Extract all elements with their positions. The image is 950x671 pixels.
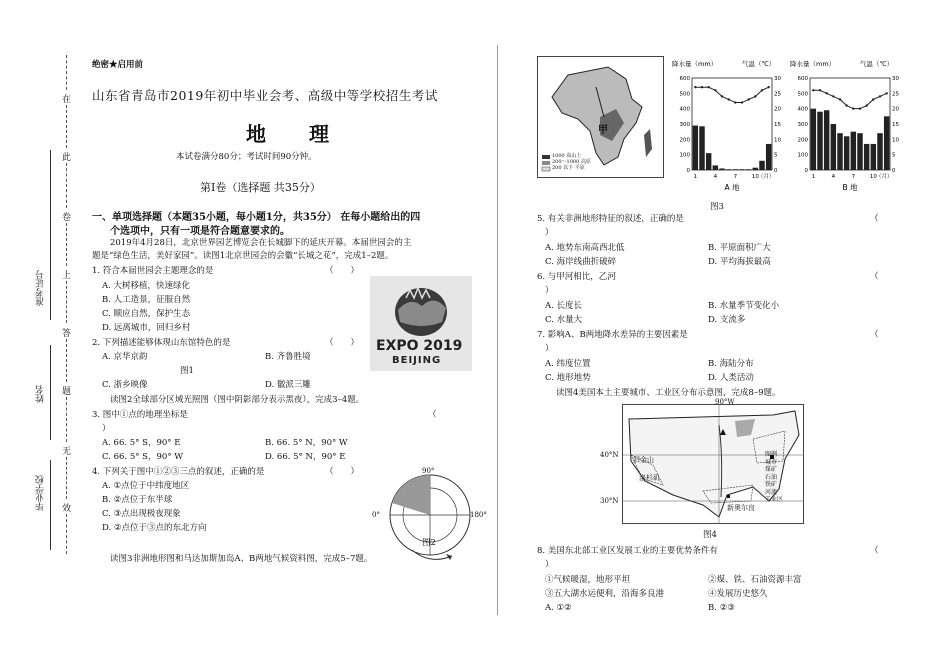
option: D. 人类活动 [708, 373, 754, 383]
option: B. 海陆分布 [708, 359, 754, 369]
temperature-point [707, 86, 709, 88]
precip-tick: 400 [797, 106, 808, 113]
intro-text: 2019年4月28日，北京世界园艺博览会在长城脚下的延庆开幕。本届世园会的主 [110, 238, 412, 248]
dash-line [66, 457, 83, 499]
answer-paren: ） [545, 560, 554, 570]
margin-char: 此 [62, 153, 72, 163]
temperature-point [845, 104, 847, 106]
option: B. 水量季节变化小 [708, 301, 780, 311]
legend-item: 200 以下 平原 [552, 165, 585, 171]
option: D. ②点位于③点的东北方向 [102, 523, 207, 533]
option: ④发展历史悠久 [708, 589, 768, 599]
precip-bar [857, 133, 862, 170]
school-line [50, 460, 51, 550]
legend-title: 图例 [765, 451, 778, 458]
margin-char: 效 [62, 504, 72, 514]
margin-char: 答 [62, 329, 72, 339]
precip-tick: 500 [797, 91, 808, 98]
temperature-point [747, 98, 749, 100]
exam-note: 本试卷满分80分；考试时间90分钟。 [176, 152, 317, 162]
precip-bar [693, 126, 698, 170]
precip-tick: 200 [679, 137, 690, 144]
chart-title: B 地 [842, 183, 858, 192]
figure-caption: 图3 [710, 202, 724, 212]
exam-id-label: 准考证号 [36, 270, 46, 306]
precip-bar [844, 136, 849, 170]
precip-bar [831, 124, 836, 170]
legend-item: 铁矿 [765, 481, 778, 488]
option: A. ①点位于中纬度地区 [102, 481, 190, 491]
precip-bar [753, 168, 758, 170]
temperature-point [727, 98, 729, 100]
temperature-point [721, 95, 723, 97]
section-heading-2: 个选项中，只有一项是符合题意要求的。 [110, 226, 290, 237]
dash-line [66, 105, 83, 148]
temperature-point [865, 104, 867, 106]
temp-tick: 0 [892, 168, 896, 174]
option: A. 大树移植，快速绿化 [102, 281, 191, 291]
temp-tick: 25 [892, 91, 899, 98]
option: B. ②③ [708, 603, 735, 613]
precip-tick: 600 [679, 76, 690, 82]
answer-paren: ） [545, 228, 554, 238]
temp-tick: 20 [892, 106, 899, 113]
temperature-point [701, 86, 703, 88]
answer-paren: ） [545, 344, 554, 354]
answer-paren: （ [870, 214, 879, 224]
precip-bar [884, 116, 889, 170]
month-tick: 7 [851, 174, 856, 180]
question-stem: 1. 符合本届世园会主题理念的是 [92, 266, 214, 276]
month-tick: 7 [733, 174, 738, 180]
dash-line [66, 514, 83, 554]
map-legend [765, 451, 783, 504]
temperature-point [812, 89, 814, 91]
temp-tick: 30 [774, 76, 781, 82]
exam-id-line [50, 150, 51, 320]
temperature-point [694, 86, 696, 88]
lon-label: 90°W [715, 398, 735, 406]
intro-text: 读图2全球部分区域光照图（图中阴影部分表示黑夜），完成3–4题。 [110, 395, 365, 405]
option: C. 海岸线曲折破碎 [545, 257, 617, 267]
intro-text: 读图3非洲地形图和马达加斯加岛A、B两地气候资料图，完成5–7题。 [110, 554, 373, 564]
precip-tick: 600 [797, 76, 808, 82]
temperature-point [825, 92, 827, 94]
city-label: 旧金山 [633, 456, 654, 464]
temperature-line [813, 90, 886, 108]
africa-terrain-map [537, 56, 664, 178]
legend-item: 河流 [765, 488, 778, 496]
temperature-point [832, 95, 834, 97]
option: D. 支流多 [708, 315, 746, 325]
figure-2-light-map [370, 467, 490, 565]
precip-bar [719, 168, 724, 170]
precip-bar [759, 161, 764, 170]
river-label: 甲 [598, 125, 608, 136]
temp-tick: 0 [774, 168, 778, 174]
option: B. 66. 5° N，90° W [265, 438, 348, 448]
precip-tick: 500 [679, 91, 690, 98]
precip-tick: 300 [679, 122, 690, 128]
answer-paren: ） [102, 424, 111, 434]
precip-bar [766, 144, 771, 170]
option: D. 徽派三雕 [265, 380, 311, 390]
month-tick: 1 [693, 174, 698, 180]
month-unit: （月） [758, 174, 775, 180]
figure-caption: 图1 [180, 366, 194, 376]
temperature-point [839, 98, 841, 100]
margin-char: 在 [62, 95, 72, 105]
margin-char: 上 [62, 271, 72, 281]
legend-item: 城市 [765, 458, 778, 466]
temperature-point [734, 101, 736, 103]
temp-tick: 10 [774, 137, 781, 144]
figure-caption: 图4 [703, 530, 717, 540]
temperature-point [859, 107, 861, 109]
margin-char: 题 [62, 387, 72, 397]
question-stem: 7. 影响A、B两地降水差异的主要因素是 [537, 330, 688, 340]
precip-tick: 100 [679, 152, 690, 159]
climate-chart-b [790, 58, 910, 198]
temp-tick: 15 [892, 122, 899, 128]
precip-tick: 0 [804, 168, 808, 174]
question-stem: 4. 下列关于图中①②③三点的叙述，正确的是 [92, 467, 265, 477]
climate-chart-a [672, 58, 792, 198]
temp-tick: 5 [892, 152, 896, 159]
month-tick: 10 [869, 174, 877, 180]
temp-tick: 15 [774, 122, 781, 128]
option: ②煤、铁、石油资源丰富 [708, 575, 802, 585]
option: C. 水量大 [545, 315, 583, 325]
option: B. 齐鲁胜境 [265, 352, 311, 362]
legend-item: 煤矿 [765, 466, 778, 473]
question-stem: 8. 美国东北部工业区发展工业的主要优势条件有 [537, 546, 718, 556]
question-stem: 6. 与甲河相比，乙河 [537, 272, 616, 282]
name-label: 姓名 [36, 385, 46, 403]
month-tick: 10 [751, 174, 759, 180]
temp-axis-label: 气温（℃） [742, 60, 776, 68]
precip-axis-label: 降水量（mm） [790, 60, 836, 68]
answer-paren: （ ） [325, 467, 360, 477]
answer-paren: （ [870, 546, 879, 556]
margin-char: 无 [62, 447, 72, 457]
exam-title: 山东省青岛市2019年初中毕业会考、高级中等学校招生考试 [92, 88, 438, 103]
question-stem: 2. 下列描述能够体现山东馆特色的是 [92, 338, 231, 348]
precip-bar [713, 165, 718, 170]
option: ③五大湖水运便利，沿海多良港 [545, 589, 665, 599]
answer-paren: （ ） [325, 266, 360, 276]
temp-tick: 5 [774, 152, 778, 159]
precip-bar [824, 110, 829, 170]
margin-char: 卷 [62, 213, 72, 223]
chart-title: A 地 [724, 183, 740, 192]
precip-axis-label: 降水量（mm） [672, 60, 718, 68]
lon-label: 180° [470, 511, 487, 519]
logo-text: EXPO 2019 [376, 338, 463, 354]
option: B. 人工造景，征服自然 [102, 295, 191, 305]
precip-bar [726, 169, 731, 170]
precip-bar [871, 144, 876, 170]
precip-tick: 200 [797, 137, 808, 144]
temperature-point [885, 92, 887, 94]
option: A. 66. 5° S，90° E [102, 438, 181, 448]
question-stem: 5. 有关非洲地形特征的叙述，正确的是 [537, 214, 684, 224]
option: C. 66. 5° S，90° W [102, 452, 184, 462]
precip-tick: 400 [679, 106, 690, 113]
temperature-point [714, 89, 716, 91]
city-label: 洛杉矶 [639, 474, 660, 482]
temp-tick: 10 [892, 137, 899, 144]
temp-tick: 30 [892, 76, 899, 82]
month-tick: 4 [713, 174, 718, 180]
map-legend [552, 153, 591, 171]
precip-bar [706, 153, 711, 170]
precip-bar [746, 169, 751, 170]
temp-axis-label: 气温（℃） [860, 60, 894, 68]
school-label: 毕业学校 [36, 475, 46, 511]
precip-bar [817, 112, 822, 170]
answer-paren: （ ） [325, 338, 360, 348]
dash-line [66, 163, 83, 208]
lon-label: 0° [372, 511, 380, 519]
option: ①气候暖湿，地形平坦 [545, 575, 631, 585]
temperature-point [741, 101, 743, 103]
legend-item: 1000 高山上 [552, 153, 582, 159]
answer-paren: ） [545, 286, 554, 296]
precip-bar [851, 132, 856, 170]
option: D. 远离城市，回归乡村 [102, 323, 191, 333]
month-unit: （月） [876, 174, 893, 180]
legend-item: 工业区 [765, 496, 784, 503]
legend-item: 石油 [765, 473, 778, 481]
month-tick: 1 [811, 174, 816, 180]
dash-line [66, 339, 83, 382]
question-stem: 3. 图中①点的地理坐标是 [92, 410, 188, 420]
dash-line [66, 281, 83, 323]
temp-tick: 20 [774, 106, 781, 113]
precip-tick: 300 [797, 122, 808, 128]
city-label: 新奥尔良 [727, 504, 755, 512]
precip-bar [877, 133, 882, 170]
section-heading-1: 一、单项选择题（本题35小题，每小题1分，共35分） 在每小题给出的四 [92, 212, 421, 223]
climate-chart-b-svg [790, 58, 910, 198]
intro-text: 读图4美国本土主要城市、工业区分布示意图，完成8–9题。 [556, 388, 781, 398]
temperature-point [819, 89, 821, 91]
precip-bar [739, 169, 744, 170]
part-heading: 第Ⅰ卷（选择题 共35分） [200, 181, 321, 194]
precip-bar [837, 133, 842, 170]
legend-item: 200～1000 高原 [552, 159, 591, 165]
lon-label: 90° [422, 467, 435, 475]
answer-paren: （ [428, 410, 437, 420]
temperature-line [695, 87, 768, 102]
option: B. 平原面积广大 [708, 243, 771, 253]
precip-bar [699, 126, 704, 170]
precip-bar [733, 169, 738, 170]
option: C. 地形地势 [545, 373, 591, 383]
intro-text: 题是“绿色生活，美好家园”。读图1北京世园会的会徽“长城之花”，完成1–2题。 [92, 251, 394, 261]
precip-bar [811, 109, 816, 170]
option: B. ②点位于东半球 [102, 495, 173, 505]
option: D. 平均海拔最高 [708, 257, 771, 267]
temp-tick: 25 [774, 91, 781, 98]
page-divider [497, 45, 498, 615]
lat-label: 40°N [600, 451, 619, 459]
answer-paren: （ [870, 272, 879, 282]
lat-label: 30°N [600, 497, 619, 505]
dash-line [66, 55, 83, 90]
temperature-point [761, 89, 763, 91]
logo-subtext: BEIJING [392, 355, 442, 366]
temperature-point [754, 95, 756, 97]
answer-paren: （ [870, 330, 879, 340]
option: C. ③点出现极夜现象 [102, 509, 181, 519]
expo-logo [370, 276, 472, 371]
secret-label: 绝密★启用前 [92, 60, 144, 70]
precip-tick: 0 [686, 168, 690, 174]
option: C. 浙乡映像 [102, 380, 148, 390]
climate-chart-a-svg [672, 58, 792, 198]
temperature-point [852, 107, 854, 109]
subject-title: 地 理 [246, 122, 347, 146]
temperature-point [872, 98, 874, 100]
dash-line [66, 223, 83, 266]
option: A. 地势东南高西北低 [545, 243, 625, 253]
option: A. 纬度位置 [545, 359, 591, 369]
option: C. 顺应自然，保护生态 [102, 309, 191, 319]
figure-caption: 图2 [422, 538, 436, 548]
option: D. 66. 5° N，90° E [265, 452, 346, 462]
option: A. 长度长 [545, 301, 583, 311]
option: A. ①② [545, 603, 572, 613]
temperature-point [879, 95, 881, 97]
precip-bar [864, 144, 869, 170]
option: A. 京华京韵 [102, 352, 148, 362]
name-line [50, 345, 51, 440]
month-tick: 4 [831, 174, 836, 180]
usa-industry-map [622, 404, 804, 524]
dash-line [66, 397, 83, 442]
precip-tick: 100 [797, 152, 808, 159]
temperature-point [767, 86, 769, 88]
